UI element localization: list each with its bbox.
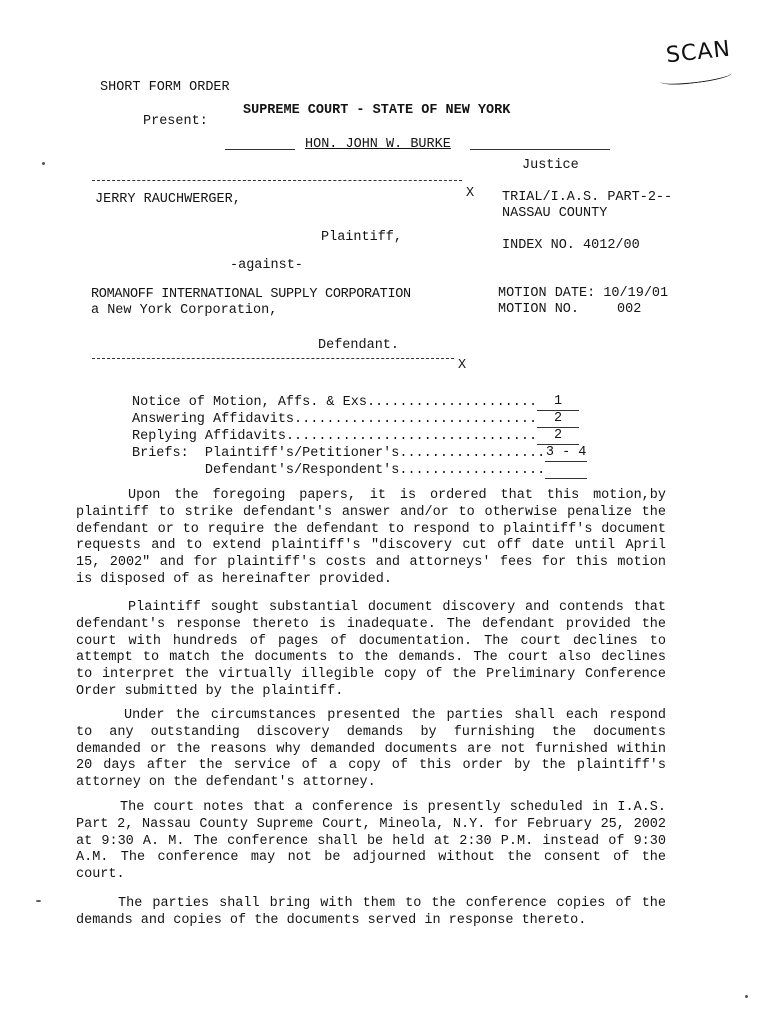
papers-row-value: 2 [537, 411, 579, 428]
scan-mark-underline [660, 68, 733, 88]
papers-row [132, 394, 587, 411]
papers-row-dots: .............................. [294, 412, 538, 427]
papers-row-value: 1 [537, 394, 579, 411]
caption-top-rule [92, 180, 462, 181]
against-label: -against- [230, 258, 303, 273]
papers-row [132, 428, 587, 445]
order-paragraph-4 [76, 800, 666, 884]
judge-line-left [225, 149, 295, 150]
papers-row-dots: .................. [399, 446, 546, 461]
papers-row-value: 2 [537, 428, 579, 445]
motion-number-label: MOTION NO. [498, 302, 580, 317]
paragraph-text: The parties shall bring with them to the conference copies of the demands and copies of the documents served in response thereto. [76, 896, 666, 928]
defendant-name-line1: ROMANOFF INTERNATIONAL SUPPLY CORPORATION [91, 287, 411, 302]
index-number: INDEX NO. 4012/00 [502, 238, 640, 253]
papers-row-dots: .................. [399, 463, 546, 478]
present-label: Present: [143, 114, 208, 129]
caption-bottom-rule [92, 358, 454, 359]
scan-handwritten-mark: SCAN [664, 36, 732, 69]
judge-name: HON. JOHN W. BURKE [305, 137, 451, 152]
plaintiff-label: Plaintiff, [321, 230, 403, 245]
county: NASSAU COUNTY [502, 206, 608, 221]
short-form-order-title: SHORT FORM ORDER [100, 80, 230, 95]
trial-part: TRIAL/I.A.S. PART-2-- [502, 190, 673, 205]
motion-date: MOTION DATE: 10/19/01 [498, 286, 669, 301]
order-paragraph-3 [76, 708, 666, 792]
order-paragraph-2 [76, 600, 666, 701]
papers-row-label: Answering Affidavits [132, 412, 295, 427]
papers-considered-list [132, 394, 587, 479]
papers-row-label: Briefs: Plaintiff's/Petitioner's [132, 446, 400, 461]
plaintiff-name: JERRY RAUCHWERGER, [95, 192, 241, 207]
papers-row [132, 445, 587, 462]
paragraph-text: Plaintiff sought substantial document discovery and contends that defendant's response thereto is inadequate. The defendant provided the court with hundreds of pages of documentation. The court declines to attempt to match the documents to the demands. The court also declines to interpret the virtually illegible copy of the Preliminary Conference Order submitted by the plaintiff. [76, 600, 666, 699]
order-paragraph-5 [76, 896, 666, 930]
paragraph-text: Upon the foregoing papers, it is ordered that this motion,by plaintiff to strike defendant's answer and/or to otherwise penalize the defendant or to require the defendant to respond to plaintiff's document requests and to extend plaintiff's "discovery cut off date until April 15, 2002" and for plaintiff's costs and attorneys' fees for this motion is disposed of as hereinafter provided. [76, 488, 666, 587]
paragraph-text: Under the circumstances presented the parties shall each respond to any outstanding discovery demands by furnishing the documents demanded or the reasons why demanded documents are not furnished within 20 days after the service of a copy of this order by the plaintiff's attorney on the defendant's attorney. [76, 708, 666, 791]
papers-row-label: Defendant's/Respondent's [132, 463, 400, 478]
papers-row [132, 462, 587, 479]
defendant-label: Defendant. [318, 338, 400, 353]
defendant-name-line2: a New York Corporation, [91, 303, 278, 318]
caption-x-bottom: X [458, 358, 467, 373]
order-paragraph-1 [76, 488, 666, 589]
papers-row-value: 3 - 4 [545, 445, 587, 460]
papers-row-label: Replying Affidavits [132, 429, 286, 444]
judge-title: Justice [522, 158, 579, 173]
papers-row-dots: .................... [375, 395, 538, 410]
scan-speck [36, 900, 41, 902]
scan-speck [42, 162, 45, 165]
papers-row-dots: ............................... [285, 429, 538, 444]
motion-number: 002 [617, 302, 642, 317]
papers-row [132, 411, 587, 428]
scan-speck [745, 995, 748, 998]
judge-line-right [470, 149, 610, 150]
caption-x-top: X [466, 186, 475, 201]
papers-row-value [545, 462, 587, 479]
court-name: SUPREME COURT - STATE OF NEW YORK [243, 103, 511, 118]
papers-row-label: Notice of Motion, Affs. & Exs. [132, 395, 376, 410]
paragraph-text: The court notes that a conference is presently scheduled in I.A.S. Part 2, Nassau County Supreme Court, Mineola, N.Y. for February 25, 2002 at 9:30 A. M. The conference shall be held at 2:30 P.M. instead of 9:30 A.M. The conference may not be adjourned without the consent of the court. [76, 800, 666, 883]
